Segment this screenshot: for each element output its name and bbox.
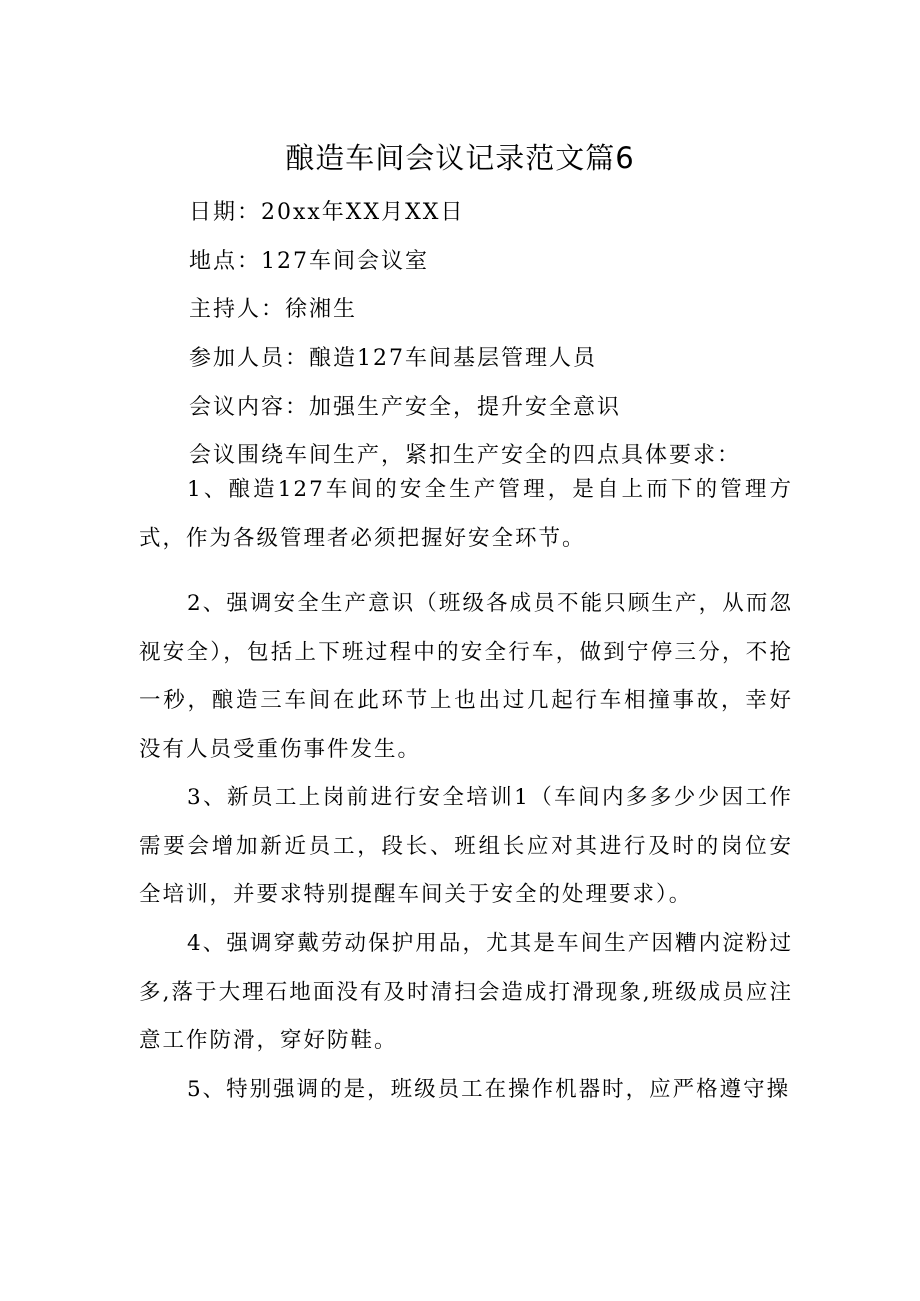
requirement-item-5: 5、特别强调的是，班级员工在操作机器时，应严格遵守操 [187, 1077, 791, 1102]
meeting-date: 日期：20xx年XX月XX日 [189, 200, 465, 225]
requirement-item-1: 1、酿造127车间的安全生产管理，是自上而下的管理方式，作为各级管理者必须把握好安全环节。 [139, 477, 793, 551]
requirement-item-3: 3、新员工上岗前进行安全培训1（车间内多多少少因工作需要会增加新近员工，段长、班组长应对其进行及时的岗位安全培训，并要求特别提醒车间关于安全的处理要求）。 [139, 785, 793, 907]
meeting-content: 会议内容：加强生产安全，提升安全意识 [189, 395, 622, 420]
meeting-intro: 会议围绕车间生产，紧扣生产安全的四点具体要求： [189, 443, 742, 468]
meeting-participants: 参加人员：酿造127车间基层管理人员 [189, 346, 597, 371]
requirement-item-2: 2、强调安全生产意识（班级各成员不能只顾生产，从而忽视安全），包括上下班过程中的安全行车，做到宁停三分，不抢一秒，酿造三车间在此环节上也出过几起行车相撞事故，幸好没有人员受重伤事件发生。 [139, 591, 793, 762]
meeting-host: 主持人：徐湘生 [189, 297, 358, 322]
requirement-item-4: 4、强调穿戴劳动保护用品，尤其是车间生产因糟内淀粉过多,落于大理石地面没有及时清扫会造成打滑现象,班级成员应注意工作防滑，穿好防鞋。 [139, 931, 793, 1053]
document-title: 酿造车间会议记录范文篇6 [285, 141, 635, 175]
meeting-location: 地点：127车间会议室 [189, 249, 429, 274]
